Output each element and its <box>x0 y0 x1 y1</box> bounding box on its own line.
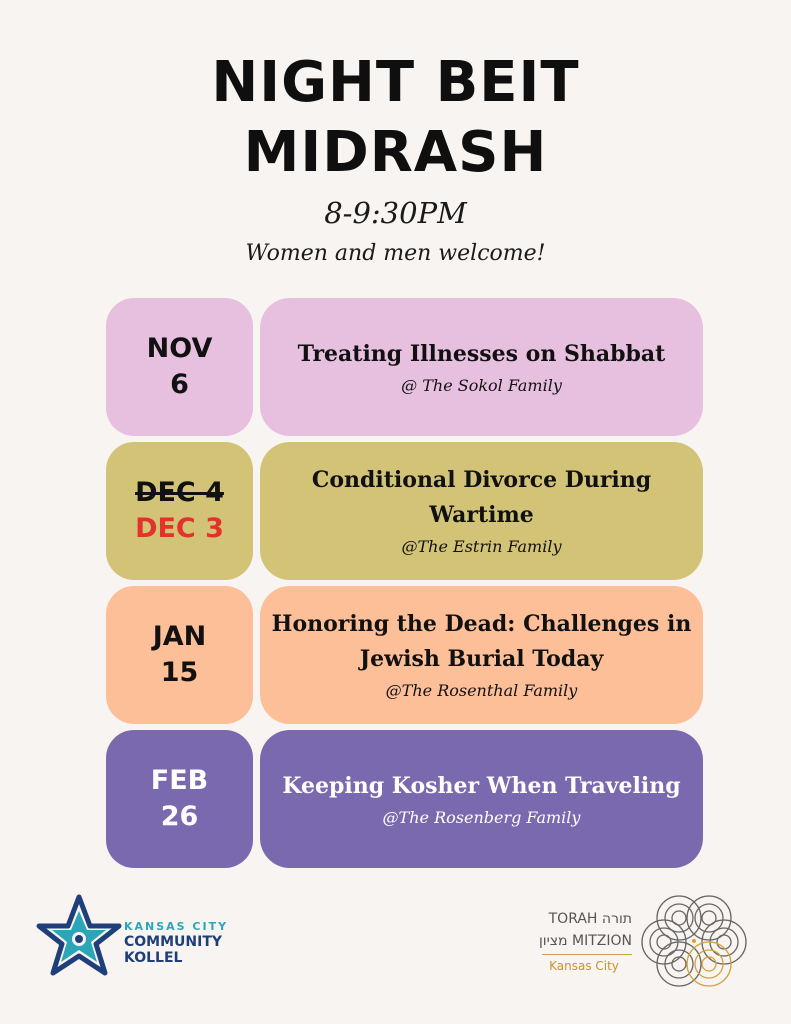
event-month: NOV <box>146 333 213 364</box>
tm-city: Kansas City <box>549 959 619 973</box>
updated-date: DEC 3 <box>135 513 224 544</box>
event-host: @ The Sokol Family <box>401 375 562 395</box>
torah-mitzion-wordmark <box>536 908 632 973</box>
community-kollel-wordmark <box>124 920 228 966</box>
page-title <box>0 48 791 188</box>
date-box <box>106 730 253 868</box>
event-day: 6 <box>170 369 189 400</box>
tm-he-2: מציון <box>538 933 568 949</box>
crossed-out-date: DEC 4 <box>135 477 224 508</box>
info-box <box>260 442 703 580</box>
tm-he-1: תורה <box>601 911 632 927</box>
event-host: @The Estrin Family <box>401 537 562 556</box>
kck-line-2: KOLLEL <box>124 950 183 966</box>
event-topic: Keeping Kosher When Traveling <box>282 772 681 799</box>
event-time: 8-9:30PM <box>324 196 467 230</box>
event-row-dec <box>106 442 703 580</box>
date-box <box>106 298 253 436</box>
date-box <box>106 586 253 724</box>
event-month: JAN <box>152 621 207 652</box>
event-day: 15 <box>160 657 199 688</box>
kck-line-1: COMMUNITY <box>124 934 223 950</box>
info-box <box>260 730 703 868</box>
title-line-1: NIGHT BEIT <box>211 50 580 115</box>
info-box <box>260 586 703 724</box>
event-row-nov <box>106 298 703 436</box>
torah-mitzion-logo <box>639 890 749 990</box>
tm-divider <box>542 954 632 955</box>
event-row-feb <box>106 730 703 868</box>
event-host: @The Rosenthal Family <box>385 681 578 700</box>
event-topic: Honoring the Dead: Challenges in Jewish Burial Today <box>271 611 692 672</box>
tm-en-1: TORAH <box>548 911 598 927</box>
event-topic: Treating Illnesses on Shabbat <box>297 340 666 367</box>
tm-en-2: MITZION <box>572 933 632 949</box>
event-host: @The Rosenberg Family <box>382 807 581 827</box>
event-row-jan <box>106 586 703 724</box>
event-topic: Conditional Divorce During Wartime <box>311 467 652 528</box>
kck-city: KANSAS CITY <box>124 920 229 933</box>
welcome-note: Women and men welcome! <box>245 241 546 266</box>
title-line-2: MIDRASH <box>243 120 548 185</box>
date-box <box>106 442 253 580</box>
event-day: 26 <box>160 801 199 832</box>
info-box <box>260 298 703 436</box>
event-month: FEB <box>150 765 209 796</box>
